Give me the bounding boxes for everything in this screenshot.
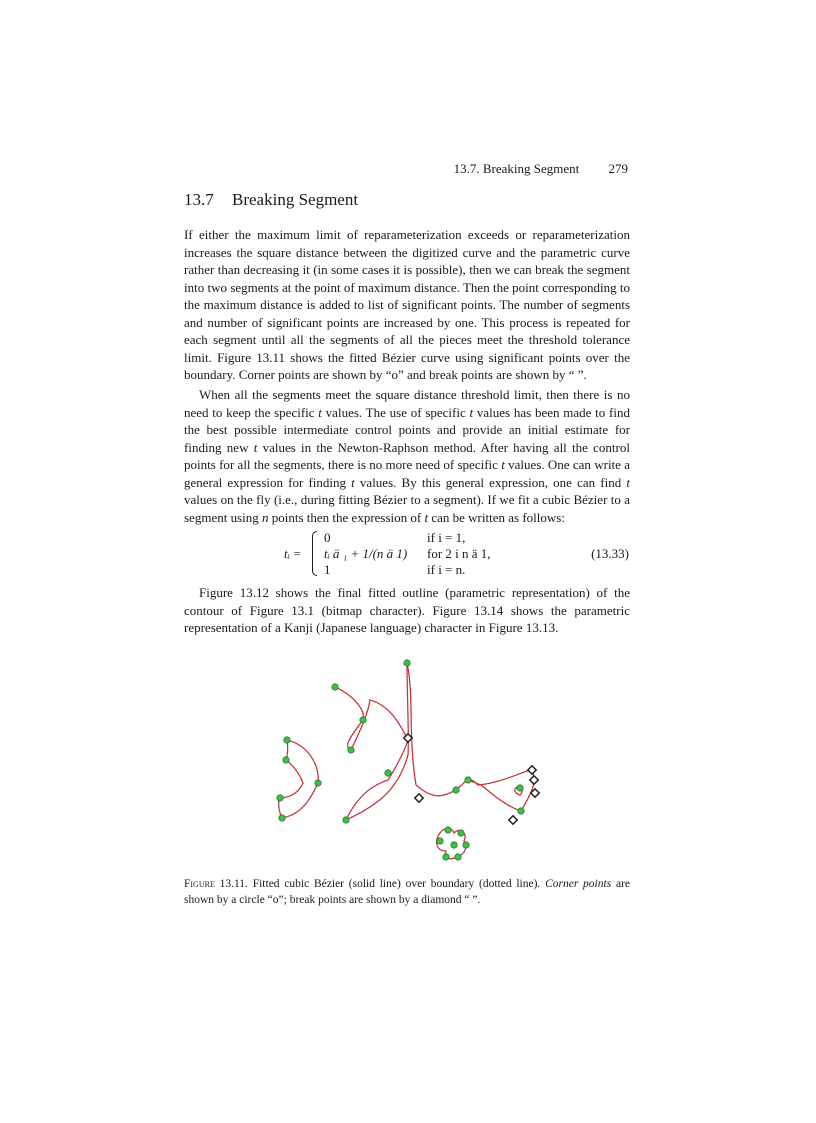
- case-3-condition: if i = n.: [427, 562, 466, 577]
- text-run: values. By this general expression, one can find: [354, 474, 627, 490]
- text-run: values. The use of specific: [321, 404, 470, 420]
- math-var: n: [262, 509, 269, 525]
- text-run: points then the expression of: [268, 509, 425, 525]
- corner-point: [360, 717, 366, 723]
- corner-point: [284, 737, 290, 743]
- corner-point: [518, 808, 524, 814]
- corner-point: [283, 757, 289, 763]
- corner-point: [404, 660, 410, 666]
- equation-number: (13.33): [591, 546, 629, 561]
- case-1-condition: if i = 1,: [427, 530, 466, 545]
- text-run: can be written as follows:: [428, 509, 565, 525]
- caption-text-tail: are shown by a circle “o”; break points are shown by a diamond “ ”.: [184, 878, 630, 906]
- corner-point: [315, 780, 321, 786]
- fitted-bezier-illustration: [268, 655, 558, 870]
- equals-sign: =: [293, 546, 302, 561]
- page-number: 279: [608, 161, 628, 176]
- case-2-condition: for 2 i n ä 1,: [427, 546, 491, 561]
- section-title: Breaking Segment: [232, 190, 359, 209]
- corner-point: [451, 842, 457, 848]
- math-var: t: [318, 404, 322, 420]
- corner-point: [443, 854, 449, 860]
- corner-point: [279, 815, 285, 821]
- break-point: [415, 794, 423, 802]
- corner-point: [343, 817, 349, 823]
- corner-point: [445, 827, 451, 833]
- case-3-value: 1: [324, 562, 331, 577]
- paragraph-3-text: Figure 13.12 shows the final fitted outline (parametric representation) of the contour of Figure 13.1 (bitmap character). Figure 13.14 shows the parametric representation of a Kanji (Japanese language) character in Figure 13.13.: [184, 585, 630, 635]
- corner-point: [455, 854, 461, 860]
- break-point: [528, 766, 536, 774]
- corner-point: [437, 838, 443, 844]
- corner-point: [517, 785, 523, 791]
- figure-caption: [184, 877, 630, 908]
- math-var: t: [424, 509, 429, 525]
- math-var: t: [351, 474, 355, 490]
- break-point: [530, 776, 538, 784]
- corner-point: [332, 684, 338, 690]
- corner-point: [458, 830, 464, 836]
- corner-point: [385, 770, 391, 776]
- running-head: [184, 161, 628, 177]
- math-var: t: [501, 457, 505, 472]
- fitted-bezier-solid: [279, 663, 534, 859]
- paragraph-3: [184, 584, 630, 637]
- case-1-value: 0: [324, 530, 331, 545]
- section-number: 13.7: [184, 190, 214, 209]
- paragraph-2: [184, 386, 630, 526]
- corner-point: [453, 787, 459, 793]
- corner-point: [277, 795, 283, 801]
- section-heading: [184, 190, 358, 210]
- caption-label: Figure 13.11.: [184, 878, 248, 890]
- left-brace: [312, 531, 317, 576]
- running-title: 13.7. Breaking Segment: [453, 161, 580, 176]
- math-var: t: [469, 404, 474, 420]
- math-var: t: [253, 439, 258, 455]
- equation-13-33: [184, 529, 630, 579]
- text-run: values in the Newton-Raphson method. After having all the control points for all the segments, there is no more need of specific: [184, 439, 630, 472]
- case-2-value: tᵢ ä ₁ + 1/(n ä 1): [324, 546, 408, 561]
- equation-lhs-var: tᵢ: [284, 546, 290, 561]
- caption-text: Fitted cubic Bézier (solid line) over boundary (dotted line).: [247, 878, 546, 890]
- equation-lhs: [284, 546, 301, 562]
- caption-italic-text: Corner points: [545, 878, 612, 890]
- text-run: values has been made to find the best possible intermediate control points and provide an initial estimate for finding new: [184, 404, 630, 455]
- corner-point: [463, 842, 469, 848]
- corner-point: [465, 777, 471, 783]
- figure-13-11: [268, 655, 558, 870]
- corner-point: [348, 747, 354, 753]
- paragraph-1-text: If either the maximum limit of reparameterization exceeds or reparameterization increases the square distance between the digitized curve and the parametric curve rather than decreasing it (in some cases it is possible), then we can break the segment into two segments at the point of maximum distance. Then the point corresponding to the maximum distance is added to list of significant points. The number of segments and number of significant points are increased by one. This process is repeated for each segment until all the segments of all the pieces meet the threshold tolerance limit. Figure 13.11 shows the fitted Bézier curve using significant points over the boundary. Corner points are shown by “o” and break points are shown by “ ”.: [184, 227, 630, 382]
- math-var: t: [626, 474, 631, 490]
- break-point: [509, 816, 517, 824]
- text-run: When all the segments meet the square distance threshold limit, then there is no need to keep the specific: [184, 387, 630, 420]
- text-run: values. One can write a general expression for finding: [184, 457, 631, 490]
- paragraph-2-text: [184, 386, 630, 526]
- text-run: values on the fly (i.e., during fitting Bézier to a segment). If we fit a cubic Bézier to a segment using: [184, 492, 630, 525]
- paragraph-1: [184, 226, 630, 384]
